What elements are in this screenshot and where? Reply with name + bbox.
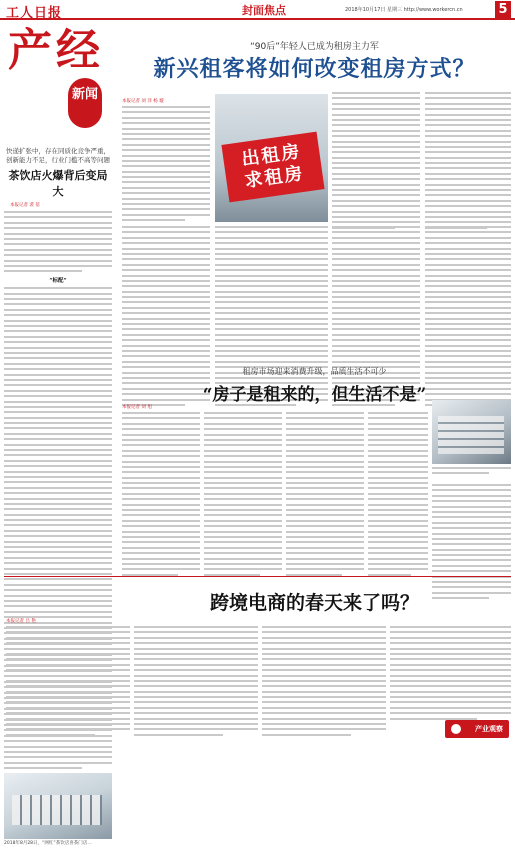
second-body-col-2 xyxy=(204,412,282,579)
second-kicker: 租房市场迎来消费升级，品质生活不可少 xyxy=(242,367,387,376)
third-body-col-2 xyxy=(134,626,258,739)
third-body-col-4 xyxy=(390,626,511,723)
section-banner xyxy=(4,24,112,142)
sidebar-byline: 本报记者 裴 蓓 xyxy=(10,203,40,208)
second-headline: “房子是租来的，但生活不是” xyxy=(202,385,427,405)
section-divider xyxy=(4,576,511,577)
sidebar-photo-caption: 2018年8月28日，“网红”茶饮店喜茶门店… xyxy=(4,841,92,847)
lead-kicker: “90后”年轻人已成为租房主力军 xyxy=(250,42,379,52)
second-byline: 本报记者 刘 旭 xyxy=(122,405,152,410)
sidebar-body-text xyxy=(4,211,112,272)
dateline: 2018年10月17日 星期三 http://www.workercn.cn xyxy=(345,7,463,13)
second-body-col-1 xyxy=(122,412,200,579)
sidebar-subhead: “标配” xyxy=(49,278,67,285)
second-body-col-5 xyxy=(432,484,511,603)
sidebar-headline: 茶饮店火爆背后变局大 xyxy=(8,169,108,198)
second-photo xyxy=(432,400,511,464)
sidebar-photo xyxy=(4,773,112,839)
masthead xyxy=(0,0,515,20)
lead-byline: 本报记者 刘 洋 杨 璇 xyxy=(122,99,164,104)
sign-text-1: 出租房 xyxy=(240,141,303,171)
page-number: 5 xyxy=(495,1,511,18)
section-name: 产经 xyxy=(8,25,104,76)
rental-sign xyxy=(221,132,324,203)
lead-body-col-3 xyxy=(425,92,511,232)
second-photo-caption xyxy=(432,467,511,478)
newspaper-logo: 工人日报 xyxy=(6,6,63,21)
third-body-col-1 xyxy=(6,626,130,739)
section-title: 封面焦点 xyxy=(242,4,286,17)
second-body-col-3 xyxy=(286,412,364,579)
industry-watch-badge: 产业观察 xyxy=(445,720,509,738)
lead-body-col-1 xyxy=(122,106,210,225)
third-body-col-3 xyxy=(262,626,386,739)
lead-body-col-2 xyxy=(332,92,420,232)
sidebar-kicker: 快递扩张中，存在同质化竞争严重，创新能力不足，行业门槛不高等问题 xyxy=(6,147,110,164)
news-badge: 新闻 xyxy=(68,78,102,128)
lead-headline: 新兴租客将如何改变租房方式？ xyxy=(153,57,476,82)
sign-text-2: 求租房 xyxy=(243,162,306,192)
second-body-col-4 xyxy=(368,412,428,579)
lead-photo xyxy=(215,94,328,222)
third-byline: 本报记者 吕 艳 xyxy=(6,619,36,624)
third-headline: 跨境电商的春天来了吗？ xyxy=(209,592,419,614)
